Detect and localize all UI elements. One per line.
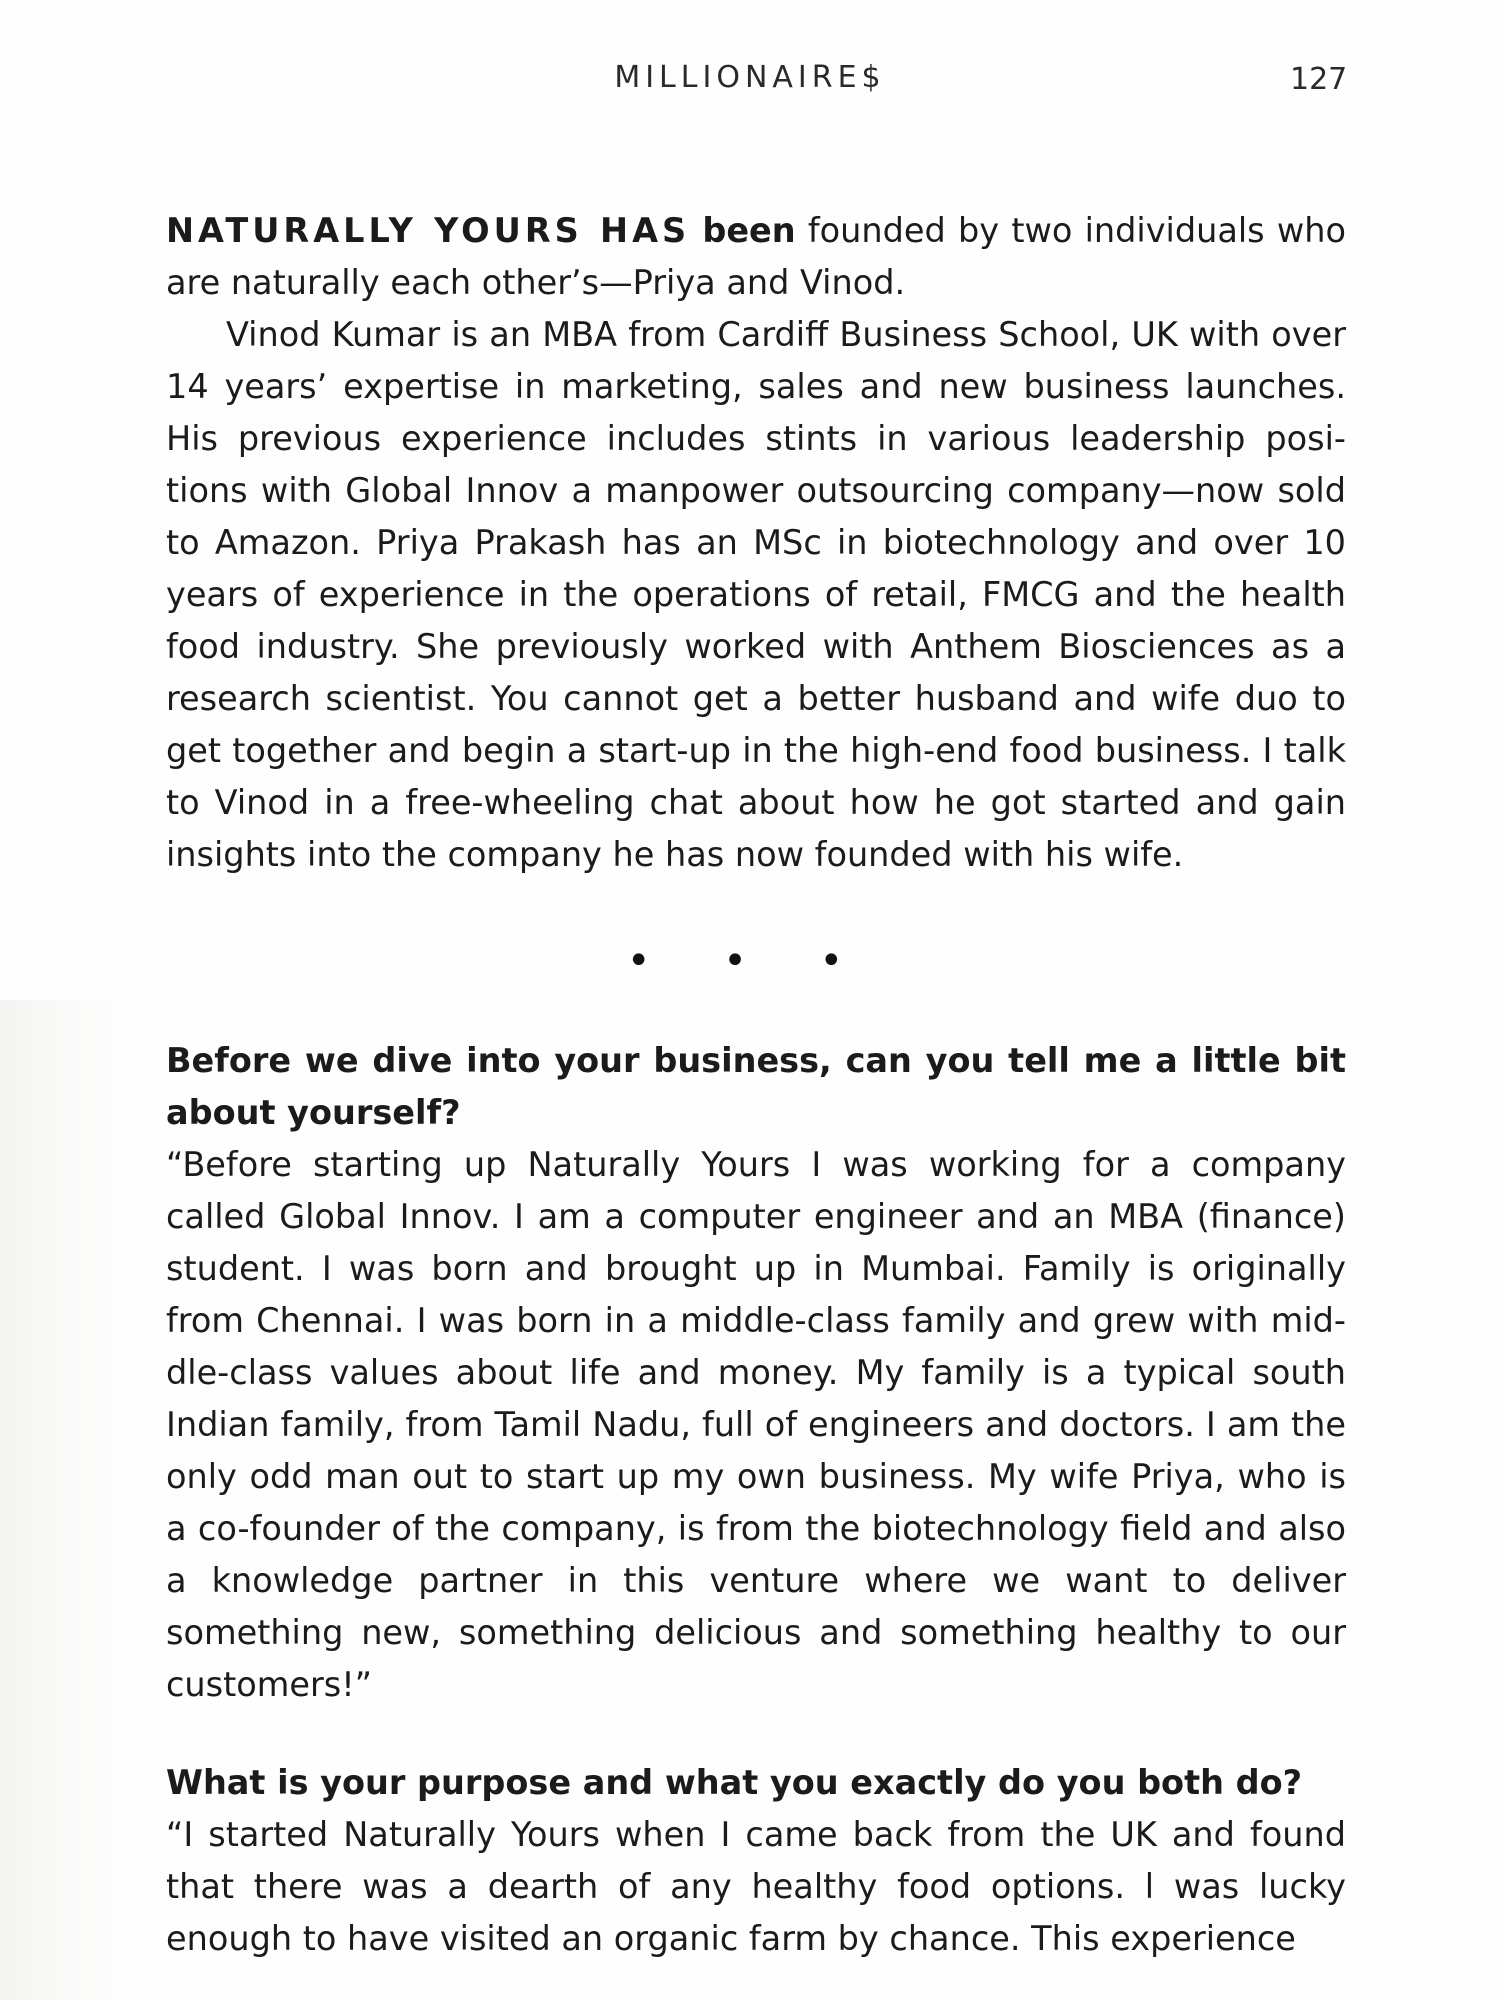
- answer-1: “Before starting up Naturally Yours I was working for a company called Global Innov. I am a computer engineer and an MBA (finance) student. I was born and brought up in Mumbai. Family is originally from Chennai. I was born in a middle-class family and grew with mid-dle-class values about life and money. My family is a typical south Indian family, from Tamil Nadu, full of engineers and doctors. I am the only odd man out to start up my own business. My wife Priya, who is a co-founder of the company, is from the biotechnology field and also a knowledge partner in this venture where we want to deliver something new, something delicious and something healthy to our customers!”: [166, 1145, 1346, 1704]
- answer-2: “I started Naturally Yours when I came back from the UK and found that there was a dearth of any healthy food options. l was lucky enough to have visited an organic farm by chance. This experience: [166, 1815, 1346, 1958]
- qa-block-2: [166, 1757, 1346, 1965]
- section-separator: • • •: [626, 938, 874, 984]
- lead-in-caps: NATURALLY YOURS HAS: [166, 211, 691, 250]
- page-number: 127: [1290, 62, 1348, 97]
- running-head-title: MILLIONAIRE$: [614, 60, 886, 95]
- lead-in-bold: been: [702, 211, 796, 250]
- question-1: Before we dive into your business, can you tell me a little bit about yourself?: [166, 1041, 1346, 1132]
- intro-section: [166, 205, 1346, 881]
- intro-paragraph-1: [166, 205, 1346, 309]
- intro-paragraph-2: Vinod Kumar is an MBA from Cardiff Business School, UK with over 14 years’ expertise in marketing, sales and new business launches. His previous experience includes stints in various leadership posi-tions with Global Innov a manpower outsourcing company—now sold to Amazon. Priya Prakash has an MSc in biotechnology and over 10 years of experience in the operations of retail, FMCG and the health food industry. She previously worked with Anthem Biosciences as a research scientist. You cannot get a better husband and wife duo to get together and begin a start-up in the high-end food business. I talk to Vinod in a free-wheeling chat about how he got started and gain insights into the company he has now founded with his wife.: [166, 315, 1346, 874]
- qa-block-1: [166, 1035, 1346, 1711]
- question-2: What is your purpose and what you exactly do you both do?: [166, 1763, 1303, 1802]
- page-gutter-shadow: [0, 1000, 135, 2000]
- intro-paragraph-1-text: founded by two individuals who are naturally each other’s—Priya and Vinod.: [166, 211, 1346, 302]
